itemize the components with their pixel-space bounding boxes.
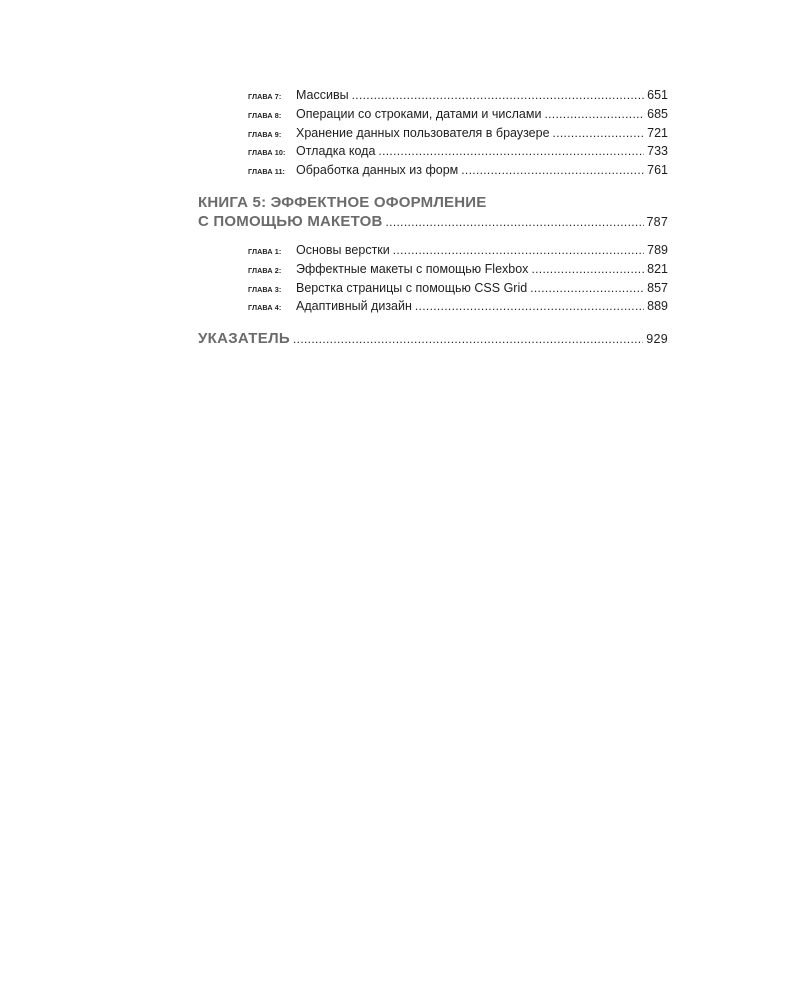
book-title-row	[198, 213, 668, 235]
dot-leader	[352, 88, 645, 102]
toc-entry-chapter-8[interactable]	[198, 107, 668, 126]
toc-entry-book5-chapter-4[interactable]	[198, 299, 668, 318]
toc-entry-chapter-9[interactable]	[198, 126, 668, 145]
toc-entry-index[interactable]	[198, 330, 668, 352]
dot-leader	[386, 213, 644, 230]
page-number: 789	[647, 242, 668, 257]
chapter-title: Верстка страницы с помощью CSS Grid	[296, 280, 528, 295]
table-of-contents	[198, 88, 668, 352]
page-number: 733	[647, 144, 668, 159]
page-number: 651	[647, 88, 668, 102]
chapter-title: Массивы	[296, 88, 349, 102]
chapter-list-book4	[198, 88, 668, 182]
toc-entry-chapter-10[interactable]	[198, 144, 668, 163]
toc-entry-chapter-7[interactable]	[198, 88, 668, 107]
page-number: 761	[647, 163, 668, 178]
chapter-title: Адаптивный дизайн	[296, 299, 412, 314]
toc-entry-book-5[interactable]	[198, 192, 668, 235]
chapter-title: Хранение данных пользователя в браузере	[296, 125, 550, 140]
page-number: 889	[647, 299, 668, 314]
page-number: 857	[647, 280, 668, 295]
chapter-title: Операции со строками, датами и числами	[296, 106, 542, 121]
book-title-line2: С ПОМОЩЬЮ МАКЕТОВ	[198, 212, 383, 230]
page-number: 685	[647, 106, 668, 121]
toc-entry-book5-chapter-3[interactable]	[198, 281, 668, 300]
page-number: 821	[647, 261, 668, 276]
index-title: УКАЗАТЕЛЬ	[198, 330, 290, 348]
dot-leader	[461, 163, 644, 177]
dot-leader	[531, 262, 644, 276]
page-number: 787	[646, 214, 668, 229]
dot-leader	[553, 126, 645, 140]
dot-leader	[378, 144, 644, 158]
chapter-label: ГЛАВА 8:	[248, 110, 282, 120]
chapter-title: Отладка кода	[296, 144, 376, 159]
dot-leader	[415, 299, 644, 313]
chapter-title: Основы верстки	[296, 242, 390, 257]
chapter-label: ГЛАВА 4:	[248, 303, 282, 313]
toc-entry-book5-chapter-2[interactable]	[198, 262, 668, 281]
dot-leader	[530, 281, 644, 295]
dot-leader	[393, 243, 644, 257]
toc-entry-chapter-11[interactable]	[198, 163, 668, 182]
page-number: 929	[646, 332, 668, 347]
chapter-list-book5	[198, 243, 668, 318]
chapter-label: ГЛАВА 11:	[248, 167, 286, 177]
chapter-label: ГЛАВА 10:	[248, 148, 286, 158]
chapter-title: Эффектные макеты с помощью Flexbox	[296, 261, 529, 276]
book-title-line1: КНИГА 5: ЭФФЕКТНОЕ ОФОРМЛЕНИЕ	[198, 193, 487, 211]
chapter-label: ГЛАВА 3:	[248, 284, 282, 294]
dot-leader	[293, 330, 643, 347]
chapter-label: ГЛАВА 9:	[248, 129, 282, 139]
chapter-label: ГЛАВА 1:	[248, 246, 282, 256]
chapter-label: ГЛАВА 2:	[248, 265, 282, 275]
page-number: 721	[647, 125, 668, 140]
chapter-label: ГЛАВА 7:	[248, 92, 282, 101]
toc-entry-book5-chapter-1[interactable]	[198, 243, 668, 262]
chapter-title: Обработка данных из форм	[296, 163, 459, 178]
dot-leader	[544, 107, 644, 121]
